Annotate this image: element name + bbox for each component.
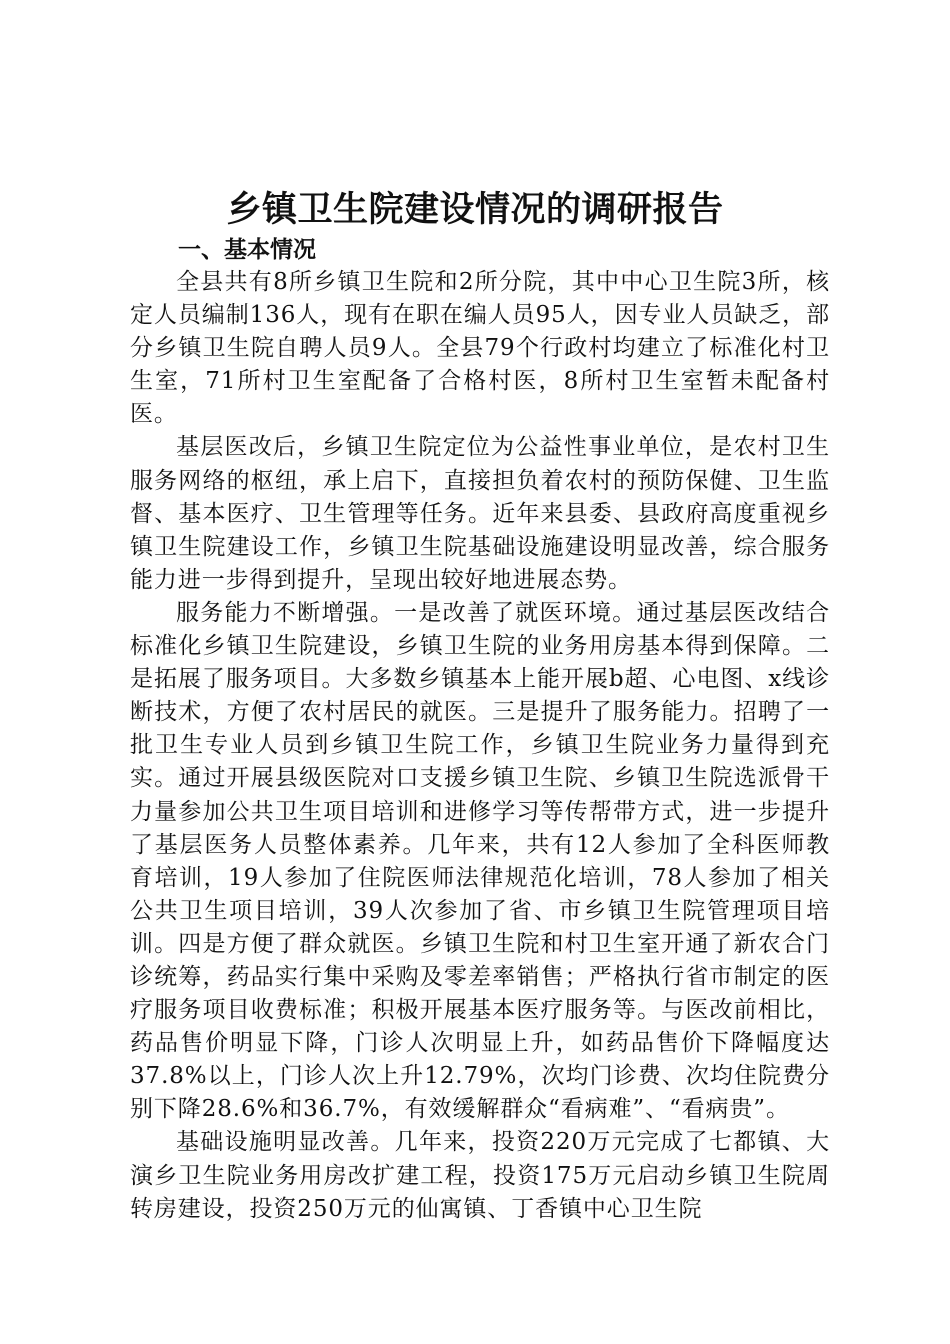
section-heading: 一、基本情况 — [178, 237, 316, 263]
paragraph-overview: 全县共有8所乡镇卫生院和2所分院，其中中心卫生院3所，核定人员编制136人，现有在职在编人员95人，因专业人员缺乏，部分乡镇卫生院自聘人员9人。全县79个行政村均建立了标准化村卫生室，71所村卫生室配备了合格村医，8所村卫生室暂未配备村医。 — [130, 269, 830, 428]
document-body — [130, 266, 830, 1226]
paragraph-service-capacity: 服务能力不断增强。一是改善了就医环境。通过基层医改结合标准化乡镇卫生院建设，乡镇卫生院的业务用房基本得到保障。二是拓展了服务项目。大多数乡镇基本上能开展b超、心电图、x线诊断技术，方便了农村居民的就医。三是提升了服务能力。招聘了一批卫生专业人员到乡镇卫生院工作，乡镇卫生院业务力量得到充实。通过开展县级医院对口支援乡镇卫生院、乡镇卫生院选派骨干力量参加公共卫生项目培训和进修学习等传帮带方式，进一步提升了基层医务人员整体素养。几年来，共有12人参加了全科医师教育培训，19人参加了住院医师法律规范化培训，78人参加了相关公共卫生项目培训，39人次参加了省、市乡镇卫生院管理项目培训。四是方便了群众就医。乡镇卫生院和村卫生室开通了新农合门诊统筹，药品实行集中采购及零差率销售；严格执行省市制定的医疗服务项目收费标准；积极开展基本医疗服务等。与医改前相比，药品售价明显下降，门诊人次明显上升，如药品售价下降幅度达37.8%以上，门诊人次上升12.79%，次均门诊费、次均住院费分别下降28.6%和36.7%，有效缓解群众“看病难”、“看病贵”。 — [130, 599, 830, 1123]
paragraph-infrastructure: 基础设施明显改善。几年来，投资220万元完成了七都镇、大演乡卫生院业务用房改扩建工程，投资175万元启动乡镇卫生院周转房建设，投资250万元的仙寓镇、丁香镇中心卫生院 — [130, 1129, 830, 1222]
document-title: 乡镇卫生院建设情况的调研报告 — [226, 189, 724, 230]
paragraph-reform: 基层医改后，乡镇卫生院定位为公益性事业单位，是农村卫生服务网络的枢纽，承上启下，直接担负着农村的预防保健、卫生监督、基本医疗、卫生管理等任务。近年来县委、县政府高度重视乡镇卫生院建设工作，乡镇卫生院基础设施建设明显改善，综合服务能力进一步得到提升，呈现出较好地进展态势。 — [130, 434, 830, 593]
